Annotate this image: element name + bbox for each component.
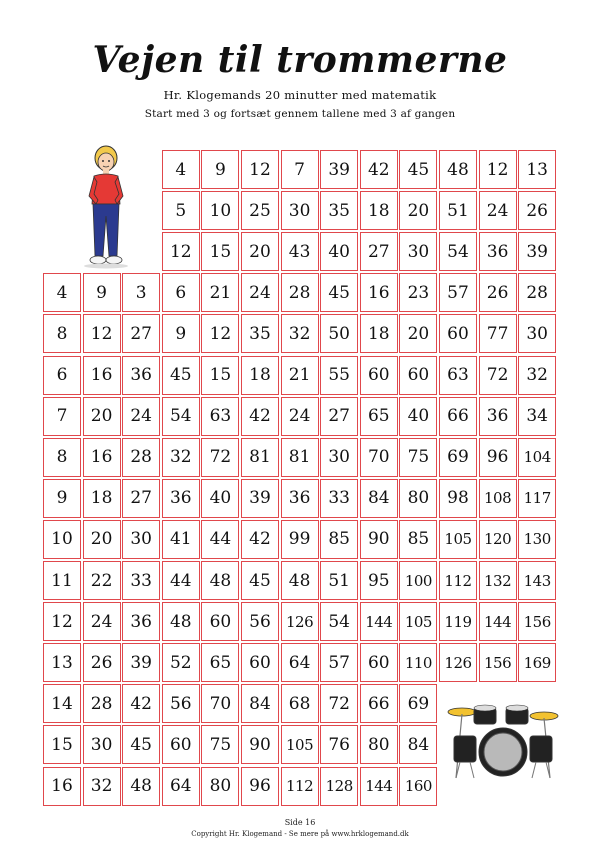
grid-cell: 40	[320, 232, 358, 271]
instructions: Start med 3 og fortsæt gennem tallene med 3 af gangen	[144, 108, 456, 120]
grid-cell: 21	[201, 273, 239, 312]
grid-cell: 30	[320, 438, 358, 477]
grid-cell: 32	[83, 767, 121, 806]
grid-cell: 143	[518, 561, 556, 600]
grid-cell: 60	[201, 602, 239, 641]
grid-cell: 26	[479, 273, 517, 312]
page-number: Side 16	[284, 818, 316, 827]
grid-cell: 72	[201, 438, 239, 477]
grid-cell: 65	[201, 643, 239, 682]
grid-cell: 63	[201, 397, 239, 436]
grid-cell: 33	[320, 479, 358, 518]
grid-cell: 27	[122, 314, 160, 353]
grid-cell: 30	[399, 232, 437, 271]
grid-cell: 77	[479, 314, 517, 353]
grid-cell: 80	[201, 767, 239, 806]
grid-cell: 34	[518, 397, 556, 436]
page-title: Vejen til trommerne	[92, 39, 508, 81]
grid-cell: 45	[320, 273, 358, 312]
grid-cell: 57	[439, 273, 477, 312]
grid-cell: 11	[43, 561, 81, 600]
grid-cell: 96	[479, 438, 517, 477]
grid-cell: 36	[479, 232, 517, 271]
grid-cell: 15	[201, 232, 239, 271]
grid-cell: 75	[399, 438, 437, 477]
grid-cell: 98	[439, 479, 477, 518]
grid-cell: 18	[241, 356, 279, 395]
grid-cell: 39	[320, 150, 358, 189]
grid-cell: 42	[122, 684, 160, 723]
grid-cell: 39	[122, 643, 160, 682]
grid-cell: 64	[162, 767, 200, 806]
grid-cell: 40	[201, 479, 239, 518]
grid-cell: 8	[43, 438, 81, 477]
grid-cell: 51	[320, 561, 358, 600]
grid-cell: 42	[360, 150, 398, 189]
grid-cell: 15	[43, 725, 81, 764]
drum-kit-illustration	[446, 698, 560, 782]
grid-cell: 55	[320, 356, 358, 395]
grid-cell: 42	[241, 520, 279, 559]
grid-cell: 30	[281, 191, 319, 230]
grid-cell: 65	[360, 397, 398, 436]
grid-cell: 16	[360, 273, 398, 312]
grid-cell: 10	[201, 191, 239, 230]
grid-cell: 45	[241, 561, 279, 600]
grid-cell: 24	[83, 602, 121, 641]
grid-cell: 54	[439, 232, 477, 271]
grid-cell: 21	[281, 356, 319, 395]
grid-cell: 72	[320, 684, 358, 723]
grid-cell: 72	[479, 356, 517, 395]
grid-cell: 9	[201, 150, 239, 189]
grid-cell: 35	[241, 314, 279, 353]
grid-cell: 112	[281, 767, 319, 806]
grid-cell: 130	[518, 520, 556, 559]
page-subtitle: Hr. Klogemands 20 minutter med matematik	[163, 88, 437, 102]
grid-cell: 12	[479, 150, 517, 189]
grid-cell: 80	[360, 725, 398, 764]
grid-cell: 119	[439, 602, 477, 641]
grid-cell: 126	[439, 643, 477, 682]
grid-cell: 44	[162, 561, 200, 600]
grid-cell: 4	[162, 150, 200, 189]
grid-cell: 10	[43, 520, 81, 559]
grid-cell: 18	[360, 191, 398, 230]
grid-cell: 60	[360, 356, 398, 395]
grid-cell: 6	[162, 273, 200, 312]
grid-cell: 27	[360, 232, 398, 271]
grid-cell: 20	[399, 191, 437, 230]
grid-cell: 60	[360, 643, 398, 682]
grid-cell: 90	[241, 725, 279, 764]
grid-cell: 28	[281, 273, 319, 312]
grid-cell: 48	[162, 602, 200, 641]
grid-cell: 40	[399, 397, 437, 436]
grid-cell: 70	[201, 684, 239, 723]
grid-cell: 13	[43, 643, 81, 682]
grid-cell: 7	[281, 150, 319, 189]
grid-cell: 57	[320, 643, 358, 682]
grid-cell: 85	[320, 520, 358, 559]
grid-cell: 144	[479, 602, 517, 641]
grid-cell: 36	[162, 479, 200, 518]
grid-cell: 66	[360, 684, 398, 723]
grid-cell: 63	[439, 356, 477, 395]
grid-cell: 90	[360, 520, 398, 559]
grid-cell: 48	[439, 150, 477, 189]
grid-cell: 105	[281, 725, 319, 764]
grid-cell: 169	[518, 643, 556, 682]
grid-cell: 9	[83, 273, 121, 312]
grid-cell: 104	[518, 438, 556, 477]
grid-cell: 48	[201, 561, 239, 600]
grid-cell: 105	[399, 602, 437, 641]
grid-cell: 12	[241, 150, 279, 189]
grid-cell: 84	[360, 479, 398, 518]
grid-cell: 7	[43, 397, 81, 436]
grid-cell: 30	[122, 520, 160, 559]
grid-cell: 43	[281, 232, 319, 271]
grid-cell: 4	[43, 273, 81, 312]
grid-cell: 56	[162, 684, 200, 723]
grid-cell: 12	[83, 314, 121, 353]
grid-cell: 120	[479, 520, 517, 559]
grid-cell: 18	[360, 314, 398, 353]
grid-cell: 84	[241, 684, 279, 723]
grid-cell: 117	[518, 479, 556, 518]
grid-cell: 8	[43, 314, 81, 353]
grid-cell: 14	[43, 684, 81, 723]
grid-cell: 45	[122, 725, 160, 764]
grid-cell: 112	[439, 561, 477, 600]
grid-cell: 36	[122, 356, 160, 395]
grid-cell: 48	[281, 561, 319, 600]
grid-cell: 60	[241, 643, 279, 682]
grid-cell: 36	[122, 602, 160, 641]
grid-cell: 160	[399, 767, 437, 806]
grid-cell: 39	[241, 479, 279, 518]
grid-cell: 54	[162, 397, 200, 436]
grid-cell: 33	[122, 561, 160, 600]
grid-cell: 70	[360, 438, 398, 477]
grid-cell: 24	[281, 397, 319, 436]
grid-cell: 64	[281, 643, 319, 682]
grid-cell: 16	[43, 767, 81, 806]
grid-cell: 9	[162, 314, 200, 353]
grid-cell: 80	[399, 479, 437, 518]
grid-cell: 3	[122, 273, 160, 312]
grid-cell: 108	[479, 479, 517, 518]
grid-cell: 69	[439, 438, 477, 477]
grid-cell: 27	[122, 479, 160, 518]
grid-cell: 18	[83, 479, 121, 518]
grid-cell: 66	[439, 397, 477, 436]
grid-cell: 156	[518, 602, 556, 641]
grid-cell: 24	[241, 273, 279, 312]
grid-cell: 39	[518, 232, 556, 271]
grid-cell: 12	[201, 314, 239, 353]
grid-cell: 30	[518, 314, 556, 353]
grid-cell: 12	[43, 602, 81, 641]
grid-cell: 28	[83, 684, 121, 723]
grid-cell: 144	[360, 602, 398, 641]
grid-cell: 110	[399, 643, 437, 682]
grid-cell: 54	[320, 602, 358, 641]
grid-cell: 26	[83, 643, 121, 682]
grid-cell: 76	[320, 725, 358, 764]
grid-cell: 20	[83, 397, 121, 436]
grid-cell: 23	[399, 273, 437, 312]
grid-cell: 128	[320, 767, 358, 806]
grid-cell: 42	[241, 397, 279, 436]
grid-cell: 60	[162, 725, 200, 764]
grid-cell: 81	[281, 438, 319, 477]
grid-cell: 51	[439, 191, 477, 230]
grid-cell: 126	[281, 602, 319, 641]
grid-cell: 56	[241, 602, 279, 641]
grid-cell: 60	[399, 356, 437, 395]
grid-cell: 50	[320, 314, 358, 353]
grid-cell: 26	[518, 191, 556, 230]
grid-cell: 24	[479, 191, 517, 230]
grid-cell: 24	[122, 397, 160, 436]
grid-cell: 95	[360, 561, 398, 600]
grid-cell: 12	[162, 232, 200, 271]
grid-cell: 96	[241, 767, 279, 806]
grid-cell: 22	[83, 561, 121, 600]
grid-cell: 32	[162, 438, 200, 477]
grid-cell: 132	[479, 561, 517, 600]
grid-cell: 16	[83, 438, 121, 477]
grid-cell: 9	[43, 479, 81, 518]
grid-cell: 20	[399, 314, 437, 353]
grid-cell: 44	[201, 520, 239, 559]
grid-cell: 35	[320, 191, 358, 230]
grid-cell: 45	[399, 150, 437, 189]
grid-cell: 105	[439, 520, 477, 559]
grid-cell: 20	[241, 232, 279, 271]
grid-cell: 84	[399, 725, 437, 764]
grid-cell: 60	[439, 314, 477, 353]
grid-cell: 99	[281, 520, 319, 559]
grid-cell: 36	[281, 479, 319, 518]
grid-cell: 25	[241, 191, 279, 230]
grid-cell: 69	[399, 684, 437, 723]
grid-cell: 81	[241, 438, 279, 477]
grid-cell: 68	[281, 684, 319, 723]
grid-cell: 5	[162, 191, 200, 230]
grid-cell: 27	[320, 397, 358, 436]
grid-cell: 85	[399, 520, 437, 559]
grid-cell: 36	[479, 397, 517, 436]
grid-cell: 156	[479, 643, 517, 682]
grid-cell: 32	[281, 314, 319, 353]
grid-cell: 52	[162, 643, 200, 682]
grid-cell: 13	[518, 150, 556, 189]
grid-cell: 144	[360, 767, 398, 806]
grid-cell: 100	[399, 561, 437, 600]
grid-cell: 48	[122, 767, 160, 806]
grid-cell: 16	[83, 356, 121, 395]
grid-cell: 28	[518, 273, 556, 312]
grid-cell: 75	[201, 725, 239, 764]
grid-cell: 20	[83, 520, 121, 559]
copyright: Copyright Hr. Klogemand - Se mere på www.hrklogemand.dk	[191, 830, 409, 838]
grid-cell: 41	[162, 520, 200, 559]
grid-cell: 15	[201, 356, 239, 395]
grid-cell: 30	[83, 725, 121, 764]
grid-cell: 45	[162, 356, 200, 395]
grid-cell: 6	[43, 356, 81, 395]
grid-cell: 32	[518, 356, 556, 395]
grid-cell: 28	[122, 438, 160, 477]
